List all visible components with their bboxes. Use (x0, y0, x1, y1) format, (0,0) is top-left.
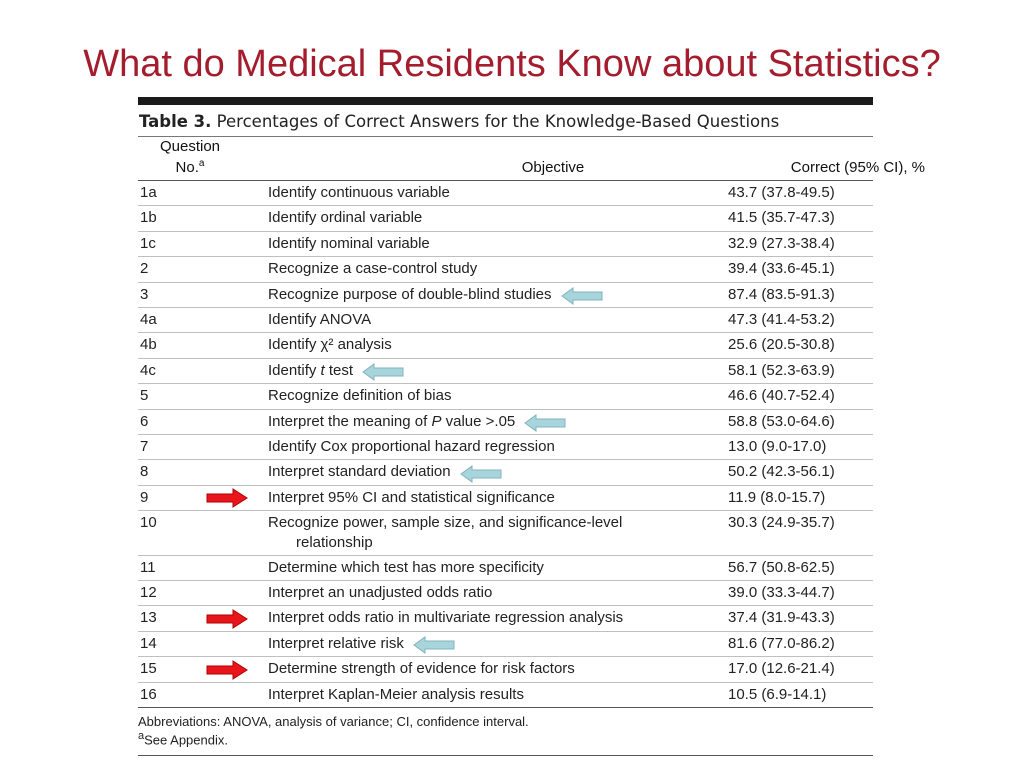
footnote-appendix: See Appendix. (144, 732, 228, 748)
objective-text: Identify nominal variable (268, 234, 430, 252)
table-row (138, 232, 873, 257)
table-row (138, 683, 873, 708)
cell-correct: 56.7 (50.8-62.5) (728, 558, 835, 576)
footnote-sup: a (138, 729, 145, 742)
red-right-arrow-icon (205, 608, 249, 635)
cell-correct: 58.1 (52.3-63.9) (728, 361, 835, 379)
table-row (138, 333, 873, 358)
table-row (138, 181, 873, 206)
blue-left-arrow-icon (412, 635, 456, 660)
table-row (138, 410, 873, 435)
cell-objective (268, 659, 728, 679)
table-caption (138, 105, 873, 137)
cell-question: 1a (140, 184, 157, 201)
objective-text: Identify continuous variable (268, 184, 450, 201)
cell-question: 4c (140, 361, 156, 379)
cell-correct: 30.3 (24.9-35.7) (728, 514, 835, 532)
cell-correct: 17.0 (12.6-21.4) (728, 660, 835, 678)
cell-objective (268, 583, 728, 603)
cell-question: 11 (140, 558, 156, 576)
cell-objective (268, 259, 728, 279)
cell-correct: 43.7 (37.8-49.5) (728, 184, 835, 201)
cell-question: 9 (140, 488, 149, 506)
cell-question: 16 (140, 685, 157, 703)
cell-correct: 37.4 (31.9-43.3) (728, 609, 835, 627)
cell-correct: 11.9 (8.0-15.7) (728, 488, 826, 506)
objective-text: Recognize a case-control study (268, 260, 478, 278)
cell-objective (268, 412, 728, 432)
cell-correct: 46.6 (40.7-52.4) (728, 387, 835, 405)
table-row (138, 632, 873, 657)
slide-title: What do Medical Residents Know about Statistics? (83, 43, 941, 85)
cell-question: 13 (140, 609, 157, 627)
cell-correct: 81.6 (77.0-86.2) (728, 634, 835, 652)
blue-left-arrow-icon (459, 464, 503, 489)
cell-objective (268, 685, 728, 705)
cell-question: 12 (140, 583, 157, 601)
cell-question: 6 (140, 412, 149, 430)
cell-objective (268, 335, 728, 355)
header-question-line1: Question (159, 138, 221, 155)
red-right-arrow-icon (205, 659, 249, 686)
table-row (138, 257, 873, 282)
header-question-line2: No. (175, 159, 199, 176)
cell-correct: 41.5 (35.7-47.3) (728, 209, 835, 227)
cell-objective (268, 634, 728, 654)
table-row (138, 460, 873, 485)
cell-objective (268, 183, 728, 203)
objective-text: Interpret 95% CI and statistical significance (268, 488, 555, 506)
table-row (138, 206, 873, 231)
cell-question: 7 (140, 437, 149, 455)
cell-question: 1c (140, 234, 156, 252)
cell-objective (268, 310, 728, 330)
header-correct: Correct (95% CI), % (790, 159, 925, 176)
cell-objective (268, 608, 728, 628)
objective-text: Identify ANOVA (268, 310, 372, 328)
objective-text: Determine strength of evidence for risk factors (268, 660, 575, 678)
table-header-row (138, 137, 925, 181)
objective-text: Identify χ² analysis (268, 336, 392, 354)
cell-question: 15 (140, 660, 157, 678)
objective-text: Recognize power, sample size, and significance-level (268, 514, 623, 532)
cell-correct: 32.9 (27.3-38.4) (728, 234, 835, 252)
cell-objective (268, 285, 728, 305)
cell-question: 2 (140, 260, 149, 278)
table-row (138, 556, 873, 581)
cell-question: 14 (140, 634, 157, 652)
cell-correct: 58.8 (53.0-64.6) (728, 412, 835, 430)
objective-text: Recognize purpose of double-blind studies (268, 285, 552, 303)
cell-correct: 13.0 (9.0-17.0) (728, 437, 827, 455)
cell-objective (268, 234, 728, 254)
cell-correct: 10.5 (6.9-14.1) (728, 685, 827, 703)
cell-correct: 50.2 (42.3-56.1) (728, 463, 835, 481)
table-top-rule (138, 97, 873, 105)
table-row (138, 511, 873, 556)
header-question-sup: a (198, 158, 205, 169)
cell-objective (268, 513, 728, 553)
table-footnote (138, 708, 873, 747)
cell-objective (268, 437, 728, 457)
objective-text-continued: relationship (296, 534, 373, 552)
blue-left-arrow-icon (523, 413, 567, 438)
cell-question: 8 (140, 463, 149, 481)
cell-question: 5 (140, 387, 149, 405)
objective-text: Interpret an unadjusted odds ratio (268, 583, 493, 601)
cell-correct: 39.4 (33.6-45.1) (728, 260, 835, 278)
objective-text: Recognize definition of bias (268, 387, 452, 405)
table-row (138, 581, 873, 606)
table-row (138, 359, 873, 384)
cell-objective (268, 488, 728, 508)
objective-text: Interpret relative risk (268, 634, 404, 652)
cell-objective (268, 361, 728, 381)
cell-correct: 25.6 (20.5-30.8) (728, 336, 835, 354)
objective-text: Interpret the meaning of P value >.05 (268, 412, 516, 430)
statistics-table (138, 97, 925, 756)
table-row (138, 283, 873, 308)
blue-left-arrow-icon (361, 362, 405, 387)
red-right-arrow-icon (205, 487, 249, 514)
objective-text: Interpret odds ratio in multivariate regression analysis (268, 609, 624, 627)
table-row (138, 308, 873, 333)
table-row (138, 384, 873, 409)
cell-correct: 39.0 (33.3-44.7) (728, 583, 835, 601)
objective-text: Interpret Kaplan-Meier analysis results (268, 685, 524, 703)
cell-question: 4b (140, 336, 157, 354)
cell-question: 10 (140, 514, 157, 532)
header-question (138, 138, 268, 176)
table-bottom-rule (138, 755, 873, 756)
table-row (138, 435, 873, 460)
footnote-abbreviations: Abbreviations: ANOVA, analysis of variance; CI, confidence interval. (138, 713, 529, 729)
objective-text: Identify t test (268, 361, 354, 379)
cell-correct: 87.4 (83.5-91.3) (728, 285, 835, 303)
header-objective: Objective (521, 159, 585, 176)
blue-left-arrow-icon (560, 286, 604, 311)
cell-question: 3 (140, 285, 149, 303)
cell-question: 1b (140, 209, 157, 227)
cell-question: 4a (140, 310, 157, 328)
table-caption-label: Table 3. (139, 112, 212, 131)
cell-objective (268, 386, 728, 406)
objective-text: Identify ordinal variable (268, 209, 423, 227)
objective-text: Determine which test has more specificity (268, 558, 544, 576)
objective-text: Interpret standard deviation (268, 463, 451, 481)
table-caption-text: Percentages of Correct Answers for the Knowledge-Based Questions (216, 112, 780, 131)
objective-text: Identify Cox proportional hazard regression (268, 437, 555, 455)
cell-objective (268, 208, 728, 228)
cell-correct: 47.3 (41.4-53.2) (728, 310, 835, 328)
cell-objective (268, 558, 728, 578)
